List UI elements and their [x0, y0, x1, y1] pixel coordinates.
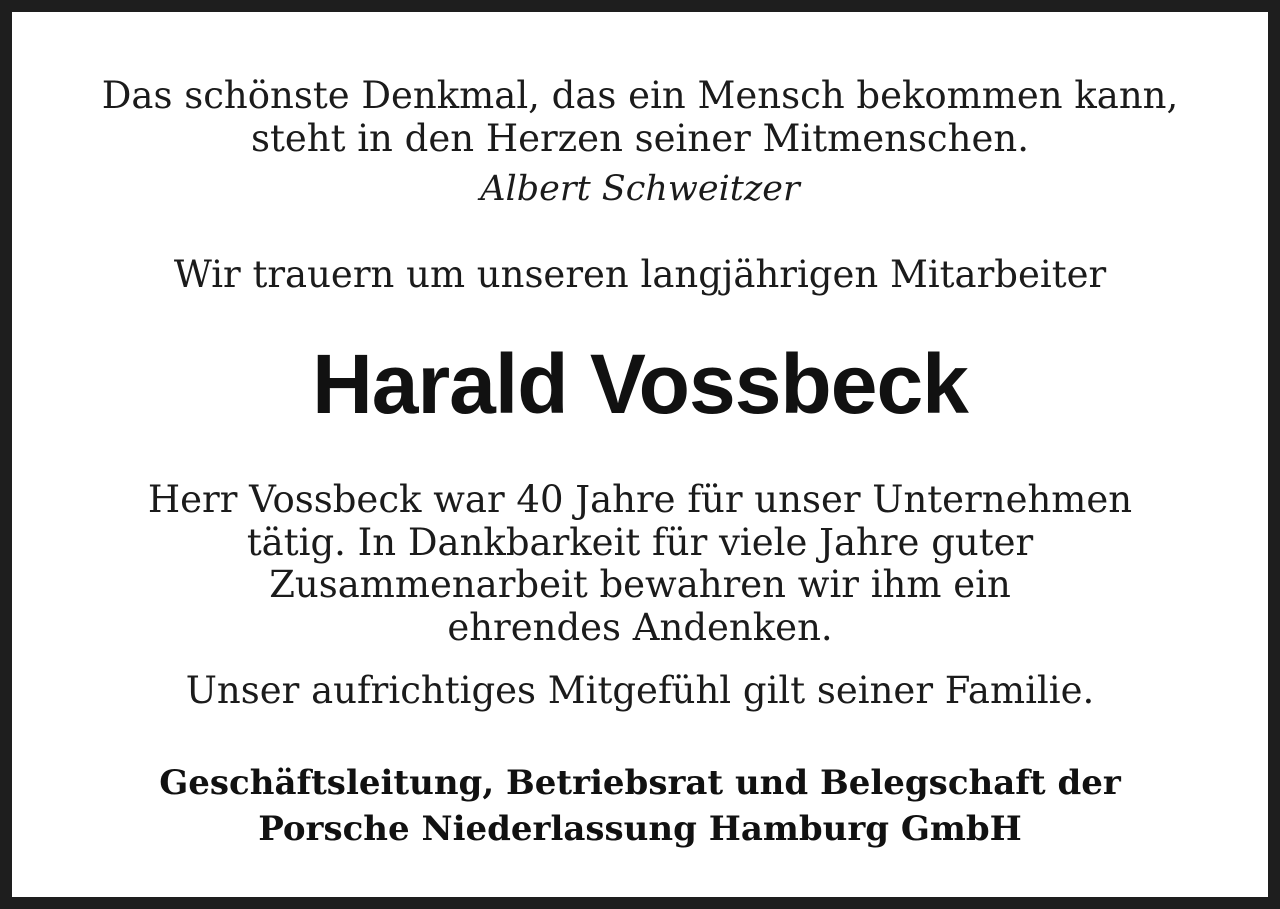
tribute-line: tätig. In Dankbarkeit für viele Jahre guter	[246, 520, 1034, 564]
quote-line: Das schönste Denkmal, das ein Mensch bekommen kann,	[101, 74, 1179, 117]
quote-line: steht in den Herzen seiner Mitmenschen.	[251, 117, 1029, 160]
signature-line: Porsche Niederlassung Hamburg GmbH	[258, 809, 1022, 849]
intro-text: Wir trauern um unseren langjährigen Mitarbeiter	[173, 253, 1107, 296]
tribute-line: Herr Vossbeck war 40 Jahre für unser Unternehmen	[147, 478, 1133, 521]
quote	[24, 74, 1256, 160]
tribute-paragraph	[24, 479, 1256, 649]
signature-line: Geschäftsleitung, Betriebsrat und Belegschaft der	[159, 763, 1121, 803]
tribute-line: ehrendes Andenken.	[447, 605, 833, 649]
signature	[24, 760, 1256, 852]
quote-author: Albert Schweitzer	[480, 169, 800, 209]
tribute-line: Zusammenarbeit bewahren wir ihm ein	[269, 563, 1011, 606]
sympathy-text: Unser aufrichtiges Mitgefühl gilt seiner Familie.	[185, 669, 1095, 712]
deceased-name: Harald Vossbeck	[312, 337, 968, 431]
